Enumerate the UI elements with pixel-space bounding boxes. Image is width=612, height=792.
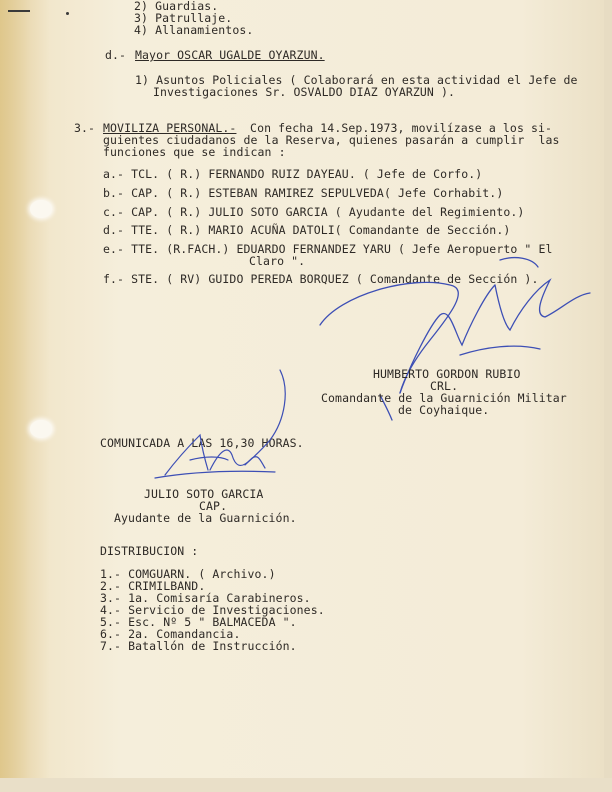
edge-mark (8, 10, 30, 12)
distribution-item: 7.- Batallón de Instrucción. (100, 639, 297, 653)
second-signatory-name: JULIO SOTO GARCIA (144, 487, 264, 501)
personnel-item-e-line2: Claro ". (249, 254, 306, 268)
communicated-time: COMUNICADA A LAS 16,30 HORAS. (100, 436, 304, 450)
age-stain (0, 0, 50, 792)
main-signatory-title-2: de Coyhaique. (398, 403, 490, 417)
distribution-item: 2.- CRIMILBAND. (100, 579, 206, 593)
section-d-item-line2: Investigaciones Sr. OSVALDO DIAZ OYARZUN ). (153, 85, 456, 99)
distribution-item: 1.- COMGUARN. ( Archivo.) (100, 567, 276, 581)
personnel-item-f: f.- STE. ( RV) GUIDO PEREDA BORQUEZ ( Comandante de Sección ). (103, 272, 539, 286)
distribution-item: 3.- 1a. Comisaría Carabineros. (100, 591, 311, 605)
main-signatory-title-1: Comandante de la Guarnición Militar (321, 391, 567, 405)
distribution-heading: DISTRIBUCION : (100, 544, 199, 558)
main-signatory-name: HUMBERTO GORDON RUBIO (373, 367, 521, 381)
page-edge-bottom (0, 778, 612, 792)
personnel-item-c: c.- CAP. ( R.) JULIO SOTO GARCIA ( Ayudante del Regimiento.) (103, 205, 525, 219)
list-item: 4) Allanamientos. (134, 23, 254, 37)
punch-hole-top (30, 200, 52, 218)
section-3-heading: MOVILIZA PERSONAL.- (103, 121, 237, 135)
distribution-item: 4.- Servicio de Investigaciones. (100, 603, 325, 617)
ink-dot (66, 12, 69, 15)
section-3-line1: Con fecha 14.Sep.1973, movilízase a los si- (236, 121, 553, 135)
punch-hole-bottom (30, 420, 52, 438)
section-d-name: Mayor OSCAR UGALDE OYARZUN. (135, 48, 325, 62)
personnel-item-d: d.- TTE. ( R.) MARIO ACUÑA DATOLI( Comandante de Sección.) (103, 223, 511, 237)
section-d-item-line1: 1) Asuntos Policiales ( Colaborará en esta actividad el Jefe de (135, 73, 578, 87)
section-d-prefix: d.- (105, 48, 127, 62)
commander-signature (300, 255, 600, 455)
second-signatory-rank: CAP. (199, 499, 228, 513)
section-3-number: 3.- (74, 121, 96, 135)
personnel-item-e: e.- TTE. (R.FACH.) EDUARDO FERNANDEZ YARU ( Jefe Aeropuerto " El (103, 242, 553, 256)
personnel-item-a: a.- TCL. ( R.) FERNANDO RUIZ DAYEAU. ( Jefe de Corfo.) (103, 167, 483, 181)
main-signatory-rank: CRL. (430, 379, 459, 393)
distribution-item: 5.- Esc. Nº 5 " BALMACEDA ". (100, 615, 297, 629)
adjutant-signature (150, 360, 310, 490)
section-3-line2: guientes ciudadanos de la Reserva, quienes pasarán a cumplir las (103, 133, 560, 147)
section-3-line3: funciones que se indican : (103, 145, 286, 159)
distribution-item: 6.- 2a. Comandancia. (100, 627, 241, 641)
list-item: 2) Guardias. (134, 0, 219, 13)
list-item: 3) Patrullaje. (134, 11, 233, 25)
page-edge-right (604, 0, 612, 792)
second-signatory-title: Ayudante de la Guarnición. (114, 511, 297, 525)
personnel-item-b: b.- CAP. ( R.) ESTEBAN RAMIREZ SEPULVEDA( Jefe Corhabit.) (103, 186, 504, 200)
